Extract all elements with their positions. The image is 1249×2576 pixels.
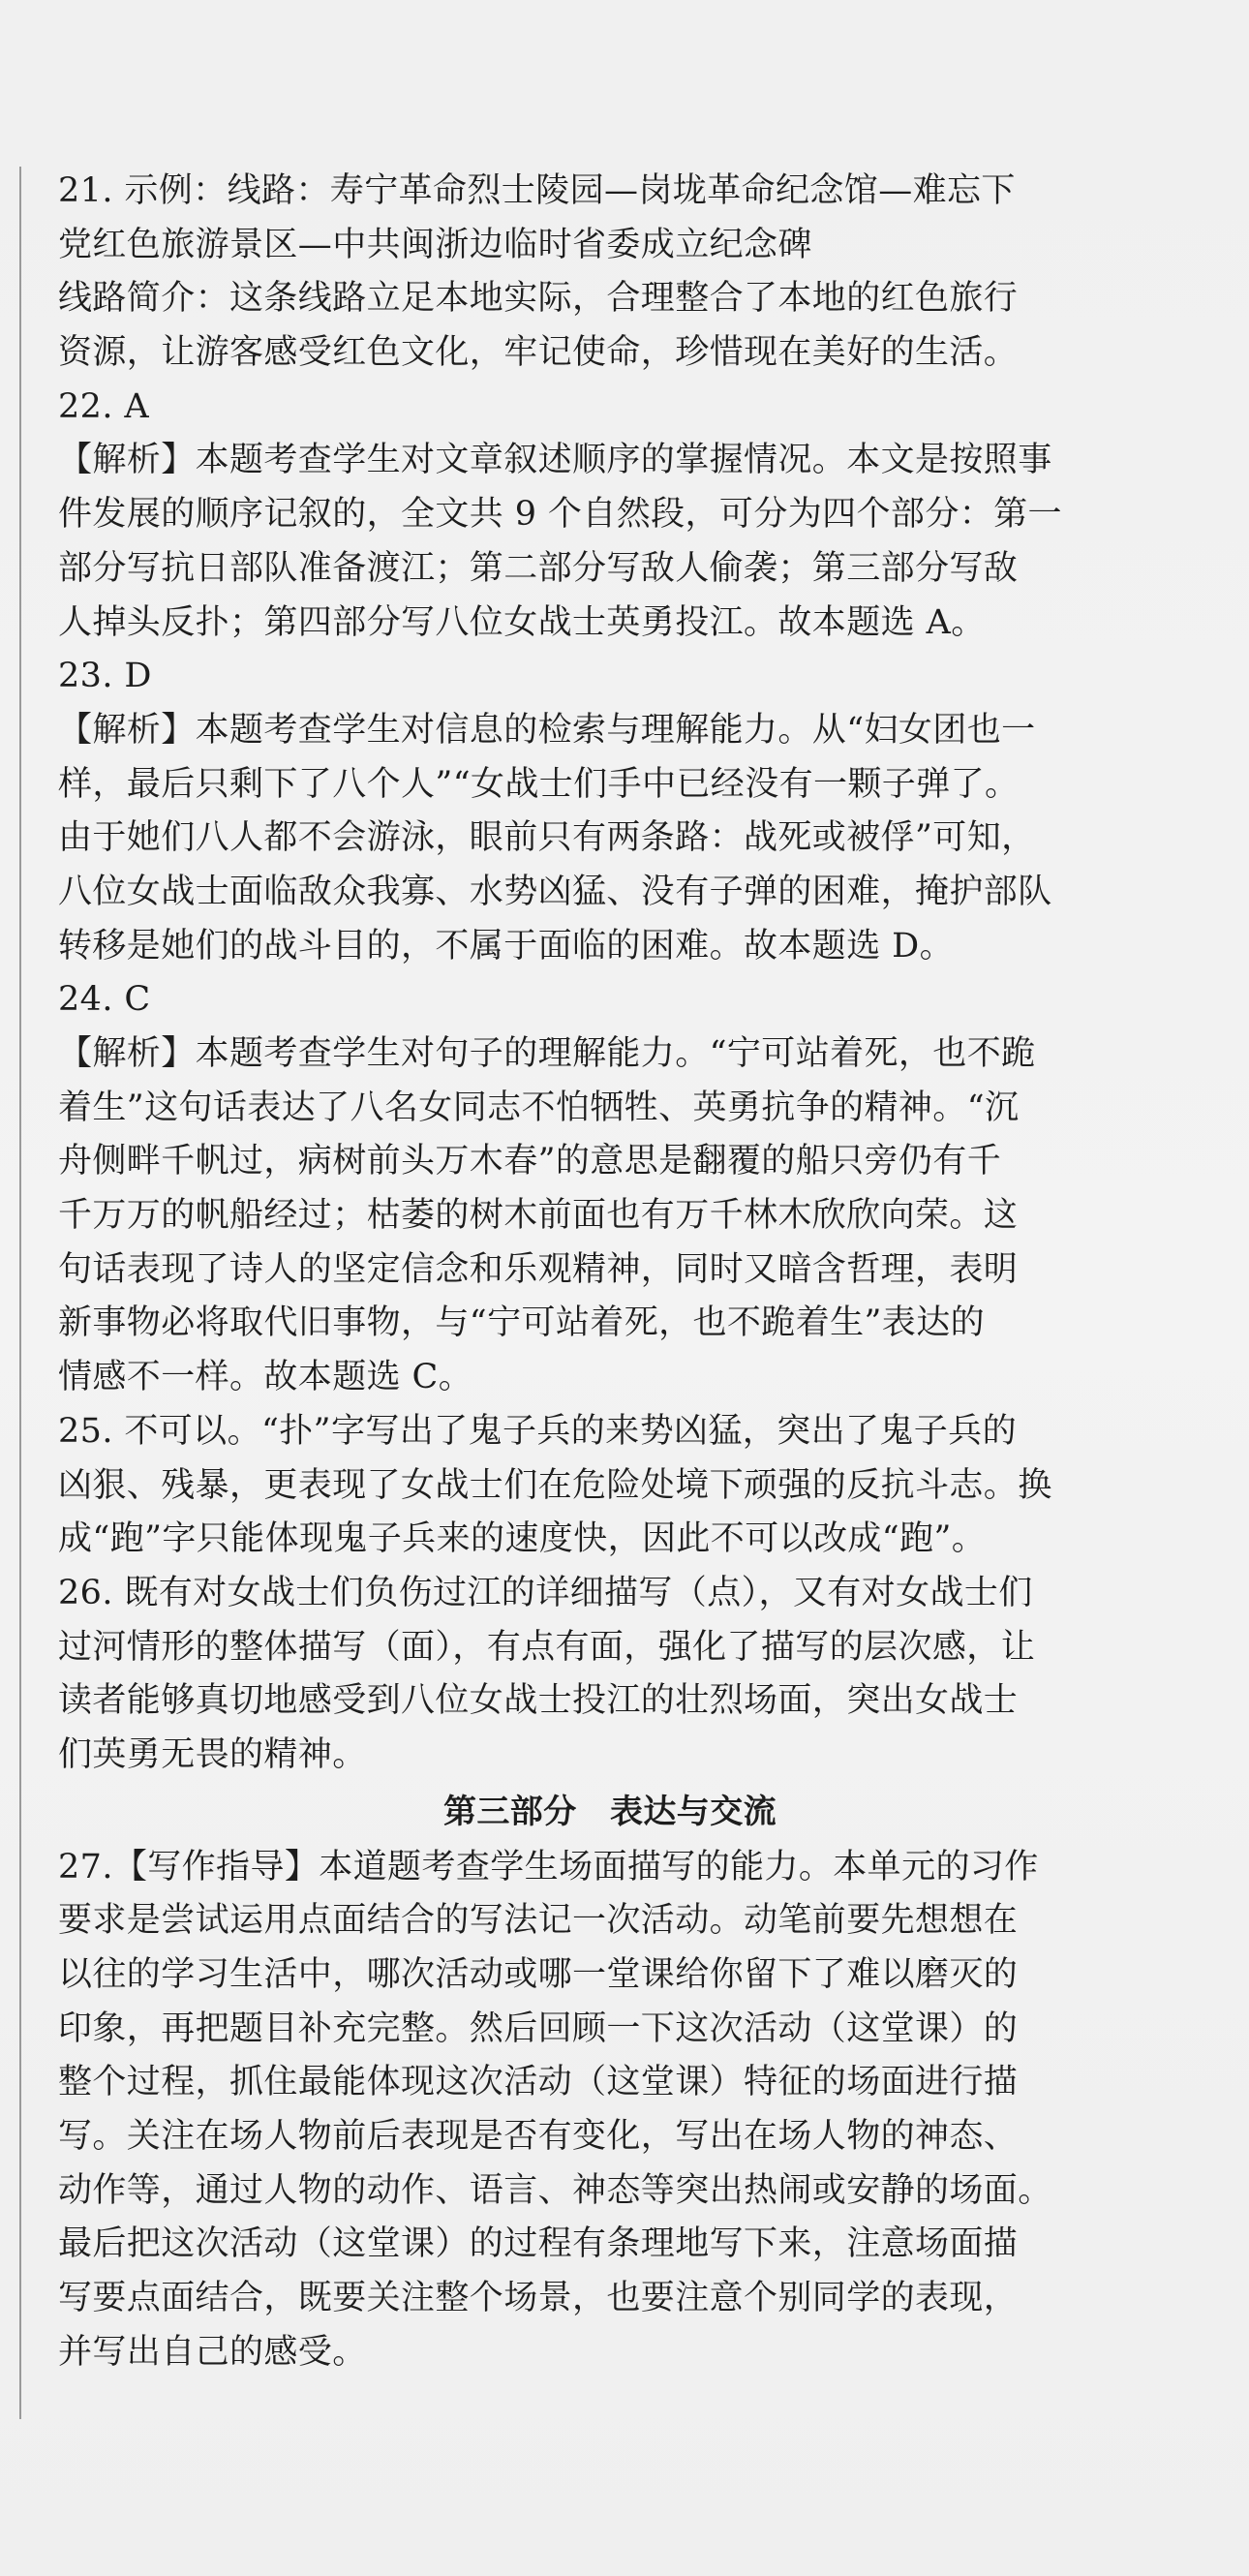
text-line: 由于她们八人都不会游泳，眼前只有两条路：战死或被俘”可知， [58,818,1036,858]
text-line: 印象，再把题目补充完整。然后回顾一下这次活动（这堂课）的 [58,2009,1019,2048]
text-line: 新事物必将取代旧事物，与“宁可站着死，也不跪着生”表达的 [58,1303,985,1343]
text-line: 舟侧畔千帆过，病树前头万木春”的意思是翻覆的船只旁仍有千 [58,1142,1002,1181]
text-line: 22. A [58,386,150,426]
text-line: 要求是尝试运用点面结合的写法记一次活动。动笔前要先想想在 [58,1901,1019,1941]
text-line: 写。关注在场人物前后表现是否有变化，写出在场人物的神态、 [58,2117,1019,2157]
text-line: 情感不一样。故本题选 C。 [58,1358,473,1397]
section-heading: 第三部分 表达与交流 [443,1792,777,1831]
text-line: 27.【写作指导】本道题考查学生场面描写的能力。本单元的习作 [58,1847,1039,1886]
text-line: 整个过程，抓住最能体现这次活动（这堂课）特征的场面进行描 [58,2063,1019,2102]
text-line: 资源，让游客感受红色文化，牢记使命，珍惜现在美好的生活。 [58,333,1019,373]
text-line: 23. D [58,657,152,696]
text-line: 写要点面结合，既要关注整个场景，也要注意个别同学的表现， [58,2279,1019,2318]
text-line: 并写出自己的感受。 [58,2332,367,2372]
text-line: 凶狠、残暴，更表现了女战士们在危险处境下顽强的反抗斗志。换 [58,1465,1052,1505]
text-line: 成“跑”字只能体现鬼子兵来的速度快，因此不可以改成“跑”。 [58,1519,987,1559]
text-line: 25. 不可以。“扑”字写出了鬼子兵的来势凶猛，突出了鬼子兵的 [58,1411,1017,1451]
text-line: 【解析】本题考查学生对句子的理解能力。“宁可站着死，也不跪 [58,1034,1036,1073]
text-line: 最后把这次活动（这堂课）的过程有条理地写下来，注意场面描 [58,2224,1019,2264]
text-line: 26. 既有对女战士们负伤过江的详细描写（点），又有对女战士们 [58,1573,1033,1612]
text-line: 21. 示例：线路：寿宁革命烈士陵园—岗垅革命纪念馆—难忘下 [58,171,1016,210]
text-line: 句话表现了诗人的坚定信念和乐观精神，同时又暗含哲理，表明 [58,1249,1019,1289]
text-line: 着生”这句话表达了八名女同志不怕牺牲、英勇抗争的精神。“沉 [58,1088,1020,1127]
answer-text-body [58,165,1123,2380]
text-line: 样，最后只剩下了八个人”“女战士们手中已经没有一颗子弹了。 [58,764,1020,804]
text-line: 读者能够真切地感受到八位女战士投江的壮烈场面，突出女战士 [58,1681,1019,1721]
text-line: 24. C [58,980,151,1020]
text-line: 件发展的顺序记叙的，全文共 9 个自然段，可分为四个部分：第一 [58,495,1062,535]
text-line: 人掉头反扑；第四部分写八位女战士英勇投江。故本题选 A。 [58,602,986,642]
text-line: 【解析】本题考查学生对文章叙述顺序的掌握情况。本文是按照事 [58,441,1052,480]
text-line: 动作等，通过人物的动作、语言、神态等突出热闹或安静的场面。 [58,2170,1052,2210]
left-margin-rule [19,167,21,2419]
text-line: 千万万的帆船经过；枯萎的树木前面也有万千林木欣欣向荣。这 [58,1196,1019,1236]
text-line: 转移是她们的战斗目的，不属于面临的困难。故本题选 D。 [58,926,954,966]
text-line: 们英勇无畏的精神。 [58,1734,367,1774]
text-line: 过河情形的整体描写（面），有点有面，强化了描写的层次感，让 [58,1627,1036,1667]
text-line: 线路简介：这条线路立足本地实际，合理整合了本地的红色旅行 [58,279,1019,319]
text-line: 【解析】本题考查学生对信息的检索与理解能力。从“妇女团也一 [58,710,1036,750]
text-line: 部分写抗日部队准备渡江；第二部分写敌人偷袭；第三部分写敌 [58,548,1019,588]
text-line: 以往的学习生活中，哪次活动或哪一堂课给你留下了难以磨灭的 [58,1955,1019,1994]
text-line: 党红色旅游景区—中共闽浙边临时省委成立纪念碑 [58,225,812,264]
text-line: 八位女战士面临敌众我寡、水势凶猛、没有子弹的困难，掩护部队 [58,872,1052,911]
